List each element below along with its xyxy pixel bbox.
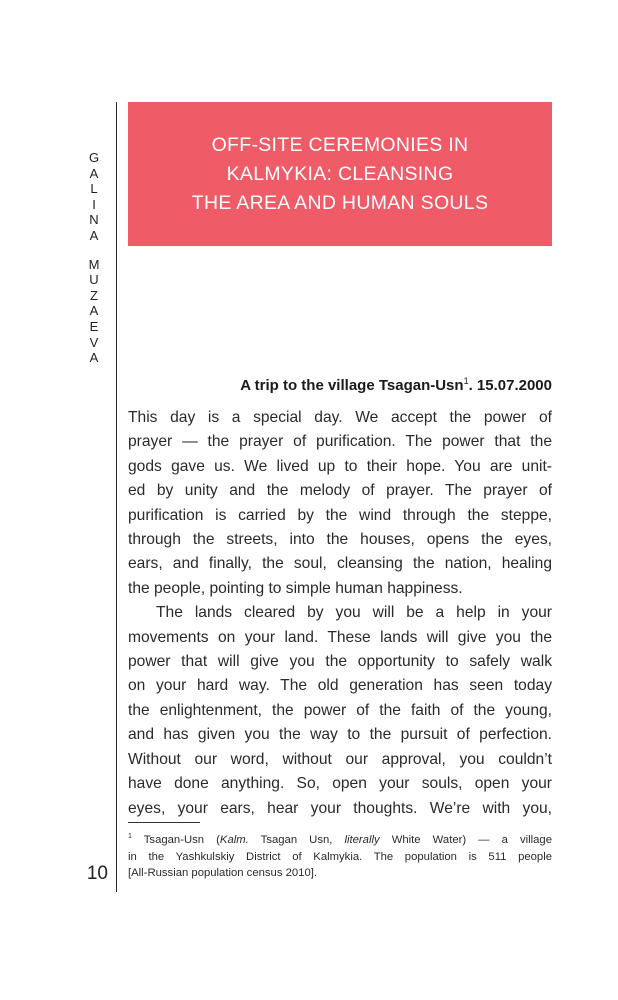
author-letter: I [92, 196, 96, 212]
text-line: ed by unity and the melody of prayer. The prayer of [128, 482, 552, 500]
author-letter: V [89, 334, 99, 350]
chapter-title-banner [128, 102, 552, 246]
footnote-text-italic: Kalm. [219, 833, 249, 846]
author-letter: Z [90, 287, 98, 303]
text-line: through the streets, into the houses, opens the eyes, [128, 531, 552, 549]
text-line: the people, pointing to simple human happiness. [128, 579, 463, 597]
vertical-rule [116, 102, 117, 892]
footnote-reference[interactable]: 1 [463, 376, 469, 386]
body-text [128, 406, 552, 821]
chapter-title-line: KALMYKIA: CLEANSING [226, 162, 454, 185]
author-letter: E [89, 318, 99, 334]
author-name-vertical [86, 150, 102, 366]
text-line: movements on your land. These lands will give you the [128, 628, 552, 646]
text-line: ears, and finally, the soul, cleansing the nation, healing [128, 555, 552, 573]
text-line: have done anything. So, open your souls, open your [128, 775, 552, 793]
footnote-text: Tsagan Usn, [248, 833, 345, 846]
text-line: on your hard way. The old generation has seen today [128, 677, 552, 695]
text-line: power that will give you the opportunity to safely walk [128, 653, 552, 671]
footnote-line: [All-Russian population census 2010]. [128, 867, 318, 880]
chapter-title-line: OFF-SITE CEREMONIES IN [211, 133, 469, 156]
text-line: This day is a special day. We accept the power of [128, 409, 552, 426]
author-letter: G [88, 150, 100, 165]
text-line: prayer — the prayer of purification. The power that the [128, 433, 552, 451]
author-letter: M [88, 256, 100, 272]
author-letter: N [89, 212, 99, 228]
text-line: gods gave us. We lived up to their hope. You are unit- [128, 457, 552, 475]
text-line: The lands cleared by you will be a help in your [156, 604, 552, 622]
footnote [128, 829, 552, 882]
author-letter: A [89, 303, 99, 319]
text-line: eyes, your ears, hear your thoughts. We’re with you, [128, 799, 552, 817]
page-number: 10 [86, 863, 108, 884]
text-line: purification is carried by the wind through the steppe, [128, 506, 552, 524]
author-letter: L [90, 181, 98, 197]
section-heading-date: . 15.07.2000 [468, 377, 552, 394]
footnote-line [128, 829, 552, 849]
chapter-title [192, 131, 489, 218]
footnote-text-italic: literally [344, 833, 380, 846]
footnote-text: Tsagan-Usn ( [131, 833, 220, 846]
footnote-line: in the Yashkulskiy District of Kalmykia. The population is 511 people [128, 850, 552, 863]
author-letter: A [89, 227, 99, 243]
footnote-text: White Water) — a village [379, 833, 552, 846]
author-letter: A [89, 350, 99, 366]
section-heading-text: A trip to the village Tsagan-Usn [240, 377, 464, 394]
author-letter: A [89, 165, 99, 181]
chapter-title-line: THE AREA AND HUMAN SOULS [191, 191, 489, 214]
footnote-separator [128, 822, 200, 823]
section-heading [128, 371, 552, 396]
footnote-marker: 1 [128, 833, 132, 840]
author-letter: U [89, 272, 99, 288]
text-line: and has given you the way to the pursuit of perfection. [128, 726, 552, 744]
text-line: Without our word, without our approval, you couldn’t [128, 750, 552, 768]
text-line: the enlightenment, the power of the faith of the young, [128, 701, 552, 719]
author-letter-gap [86, 244, 102, 257]
